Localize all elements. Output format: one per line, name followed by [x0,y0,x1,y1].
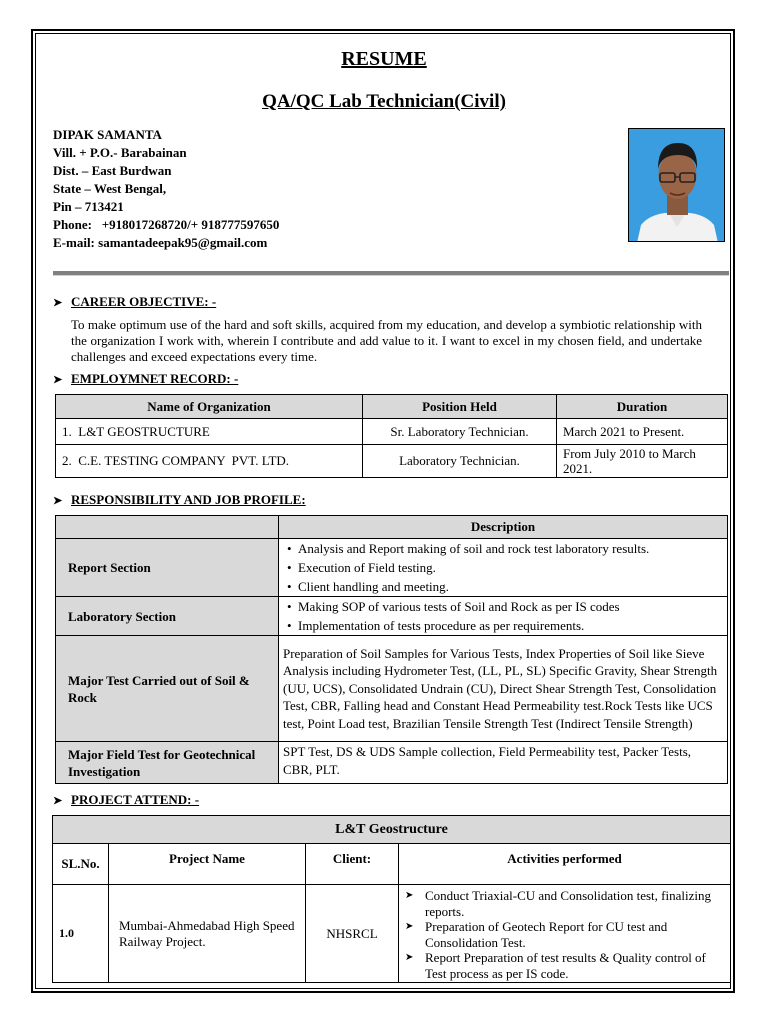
responsibility-heading: ➤ RESPONSIBILITY AND JOB PROFILE: [53,492,306,507]
person-icon [629,129,725,242]
arrow-bullet-icon: ➤ [53,297,63,309]
major-test-description: Preparation of Soil Samples for Various Tests, Index Properties of Soil like Sieve Analysis including Hydrometer Test, (LL, PL, SL) Specific Gravity, Shear Strength (UU, UCS), Consolidated Undrain (CU), Direct Shear Strength Test, Consolidation Test, CBR, Falling head and Constant Head Permeability test.Rock Tests like UCS test, Point Load test, Brazilian Tensile Strength Test (Indirect Tensile Strength) [279,636,728,742]
list-item: • Making SOP of various tests of Soil and Rock as per IS codes [298,597,721,616]
column-header: Client: [306,844,399,885]
report-section-list [285,539,721,596]
project-heading: ➤ PROJECT ATTEND: - [53,792,200,807]
activities-cell [399,885,731,983]
employment-table [55,394,728,478]
resume-subtitle: QA/QC Lab Technician(Civil) [262,91,506,112]
empty-header-cell [56,516,279,539]
arrow-bullet-icon: ➤ [405,952,414,963]
position-cell: Laboratory Technician. [363,445,557,478]
candidate-name: DIPAK SAMANTA [53,127,162,142]
activity-item: ➤ Conduct Triaxial-CU and Consolidation test, finalizing reports. [405,888,711,919]
email: E-mail: samantadeepak95@gmail.com [53,235,268,250]
major-field-test-description: SPT Test, DS & UDS Sample collection, Field Permeability test, Packer Tests, CBR, PLT. [279,742,728,784]
table-header-row [53,844,731,885]
list-item: • Analysis and Report making of soil and rock test laboratory results. [298,539,721,558]
list-item: • Implementation of tests procedure as per requirements. [298,616,721,635]
column-header: Name of Organization [56,395,363,419]
project-name-cell: Mumbai-Ahmedabad High Speed Railway Project. [109,885,306,983]
column-header: Position Held [363,395,557,419]
responsibility-table [55,515,728,784]
report-section-description [279,539,728,597]
laboratory-section-label: Laboratory Section [56,597,279,636]
address-line: State – West Bengal, [53,181,167,196]
organization-cell: 1. L&T GEOSTRUCTURE [56,419,363,445]
table-row [53,885,731,983]
column-header: Activities performed [399,844,731,885]
list-item: • Client handling and meeting. [298,577,721,596]
profile-photo [628,128,725,242]
phone: Phone: +918017268720/+ 918777597650 [53,217,280,232]
table-row [56,445,728,478]
position-cell: Sr. Laboratory Technician. [363,419,557,445]
resume-title: RESUME [341,48,427,70]
arrow-bullet-icon: ➤ [405,921,414,932]
address-line: Vill. + P.O.- Barabainan [53,145,187,160]
arrow-bullet-icon: ➤ [53,795,63,807]
employment-heading: ➤ EMPLOYMNET RECORD: - [53,371,239,386]
career-objective-text: To make optimum use of the hard and soft skills, acquired from my education, and develop a symbiotic relationship with the organization I work with, wherein I contribute and add value to it. I want to excel in my chosen field, and undertake challenges and exceed expectations every time. [71,317,702,364]
activity-item: ➤ Report Preparation of test results & Quality control of Test process as per IS code. [405,950,706,981]
list-item: • Execution of Field testing. [298,558,721,577]
column-header: SL.No. [53,844,109,885]
sl-no-cell: 1.0 [53,885,109,983]
address-line: Dist. – East Burdwan [53,163,172,178]
career-objective-heading: ➤ CAREER OBJECTIVE: - [53,294,217,309]
table-header-row [56,516,728,539]
table-row [56,539,728,597]
section-divider [53,271,729,276]
table-row [56,597,728,636]
description-header: Description [279,516,728,539]
arrow-bullet-icon: ➤ [405,890,414,901]
pin-code: Pin – 713421 [53,199,124,214]
major-test-label: Major Test Carried out of Soil & Rock [56,636,279,742]
table-row [56,742,728,784]
table-row [56,636,728,742]
duration-cell: March 2021 to Present. [557,419,728,445]
laboratory-section-list [285,597,721,635]
column-header: Duration [557,395,728,419]
company-row [53,816,731,844]
column-header: Project Name [109,844,306,885]
company-name: L&T Geostructure [53,816,731,844]
project-table [52,815,731,983]
laboratory-section-description [279,597,728,636]
activity-item: ➤ Preparation of Geotech Report for CU test and Consolidation Test. [405,919,668,950]
report-section-label: Report Section [56,539,279,597]
table-header-row [56,395,728,419]
contact-block [53,126,279,252]
client-cell: NHSRCL [306,885,399,983]
arrow-bullet-icon: ➤ [53,495,63,507]
major-field-test-label: Major Field Test for Geotechnical Investigation [56,742,279,784]
duration-cell: From July 2010 to March 2021. [557,445,728,478]
table-row [56,419,728,445]
arrow-bullet-icon: ➤ [53,374,63,386]
organization-cell: 2. C.E. TESTING COMPANY PVT. LTD. [56,445,363,478]
